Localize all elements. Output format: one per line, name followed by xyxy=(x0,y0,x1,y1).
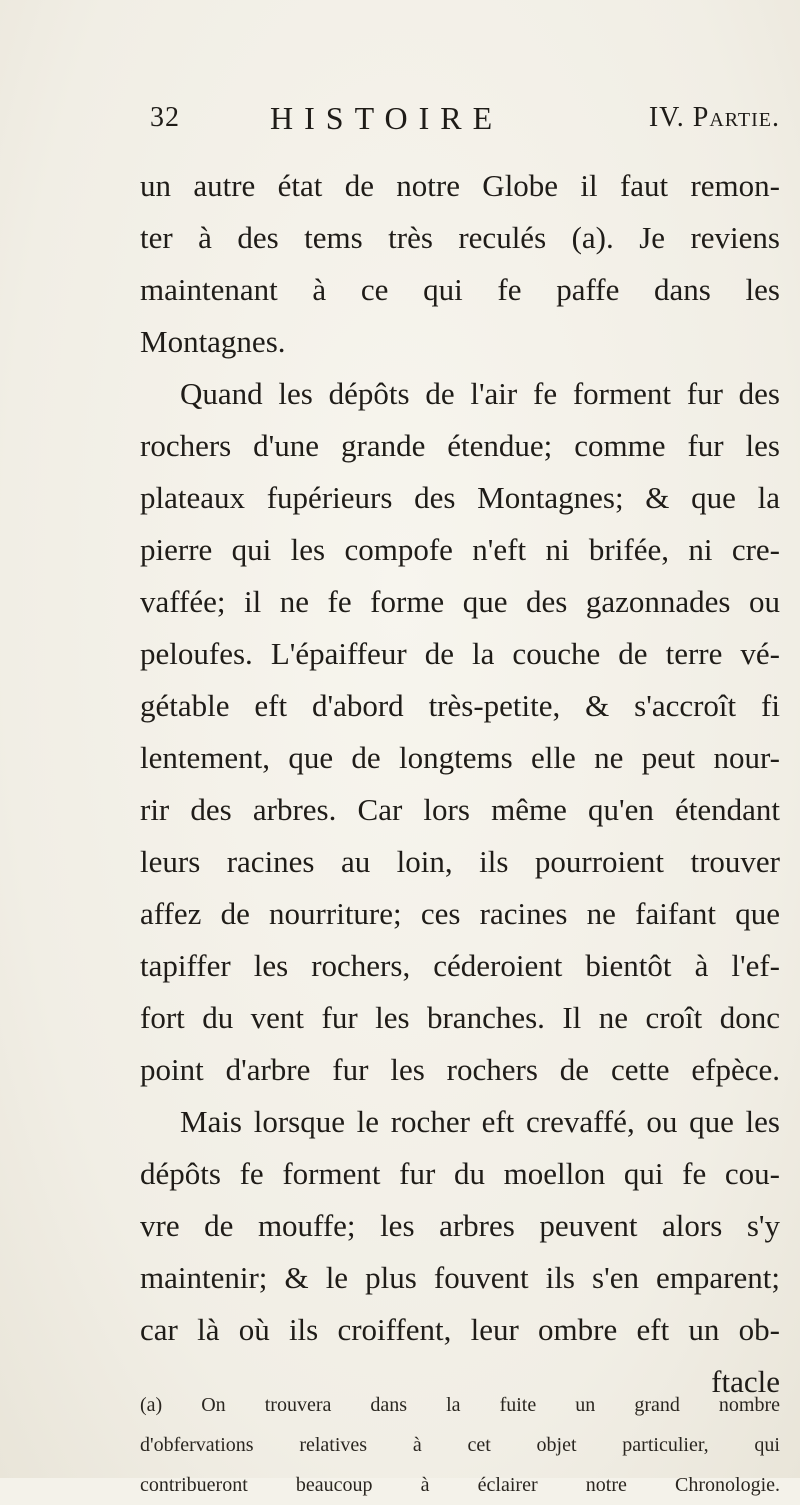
running-title: HISTOIRE xyxy=(270,100,504,136)
text-line: ter à des tems très reculés (a). Je reviens xyxy=(140,220,780,255)
footnote-line: d'obfervations relatives à cet objet particulier, qui xyxy=(140,1434,780,1456)
text-line: point d'arbre fur les rochers de cette efpèce. xyxy=(140,1052,780,1087)
text-line: affez de nourriture; ces racines ne faifant que xyxy=(140,896,780,931)
text-line: lentement, que de longtems elle ne peut nour- xyxy=(140,740,780,775)
text-line: rir des arbres. Car lors même qu'en étendant xyxy=(140,792,780,827)
text-line: plateaux fupérieurs des Montagnes; & que la xyxy=(140,480,780,515)
footnote-line: (a) On trouvera dans la fuite un grand nombre xyxy=(140,1394,780,1416)
text-line: leurs racines au loin, ils pourroient trouver xyxy=(140,844,780,879)
text-line: vaffée; il ne fe forme que des gazonnades ou xyxy=(140,584,780,619)
text-line: un autre état de notre Globe il faut remon- xyxy=(140,168,780,203)
text-line: vre de mouffe; les arbres peuvent alors s'y xyxy=(140,1208,780,1243)
text-line: maintenir; & le plus fouvent ils s'en emparent; xyxy=(140,1260,780,1295)
body-text xyxy=(140,160,780,1408)
text-line: pierre qui les compofe n'eft ni brifée, ni cre- xyxy=(140,532,780,567)
text-line: Montagnes. xyxy=(140,324,286,359)
text-line: dépôts fe forment fur du moellon qui fe cou- xyxy=(140,1156,780,1191)
text-line: rochers d'une grande étendue; comme fur les xyxy=(140,428,780,463)
text-line: gétable eft d'abord très-petite, & s'accroît fi xyxy=(140,688,780,723)
page-number: 32 xyxy=(150,102,180,133)
paragraph-start-line: Quand les dépôts de l'air fe forment fur des xyxy=(180,376,780,411)
text-line: peloufes. L'épaiffeur de la couche de terre vé- xyxy=(140,636,780,671)
text-line: tapiffer les rochers, céderoient bientôt à l'ef- xyxy=(140,948,780,983)
text-line: car là où ils croiffent, leur ombre eft un ob- xyxy=(140,1312,780,1347)
footnote xyxy=(140,1385,780,1505)
catchword: ftacle xyxy=(711,1364,780,1399)
footnote-line: contribueront beaucoup à éclairer notre Chronologie. xyxy=(140,1474,780,1496)
page-header xyxy=(150,100,780,144)
text-line: fort du vent fur les branches. Il ne croît donc xyxy=(140,1000,780,1035)
paragraph-start-line: Mais lorsque le rocher eft crevaffé, ou que les xyxy=(180,1104,780,1139)
part-label: IV. Partie. xyxy=(648,102,780,133)
text-line: maintenant à ce qui fe paffe dans les xyxy=(140,272,780,307)
